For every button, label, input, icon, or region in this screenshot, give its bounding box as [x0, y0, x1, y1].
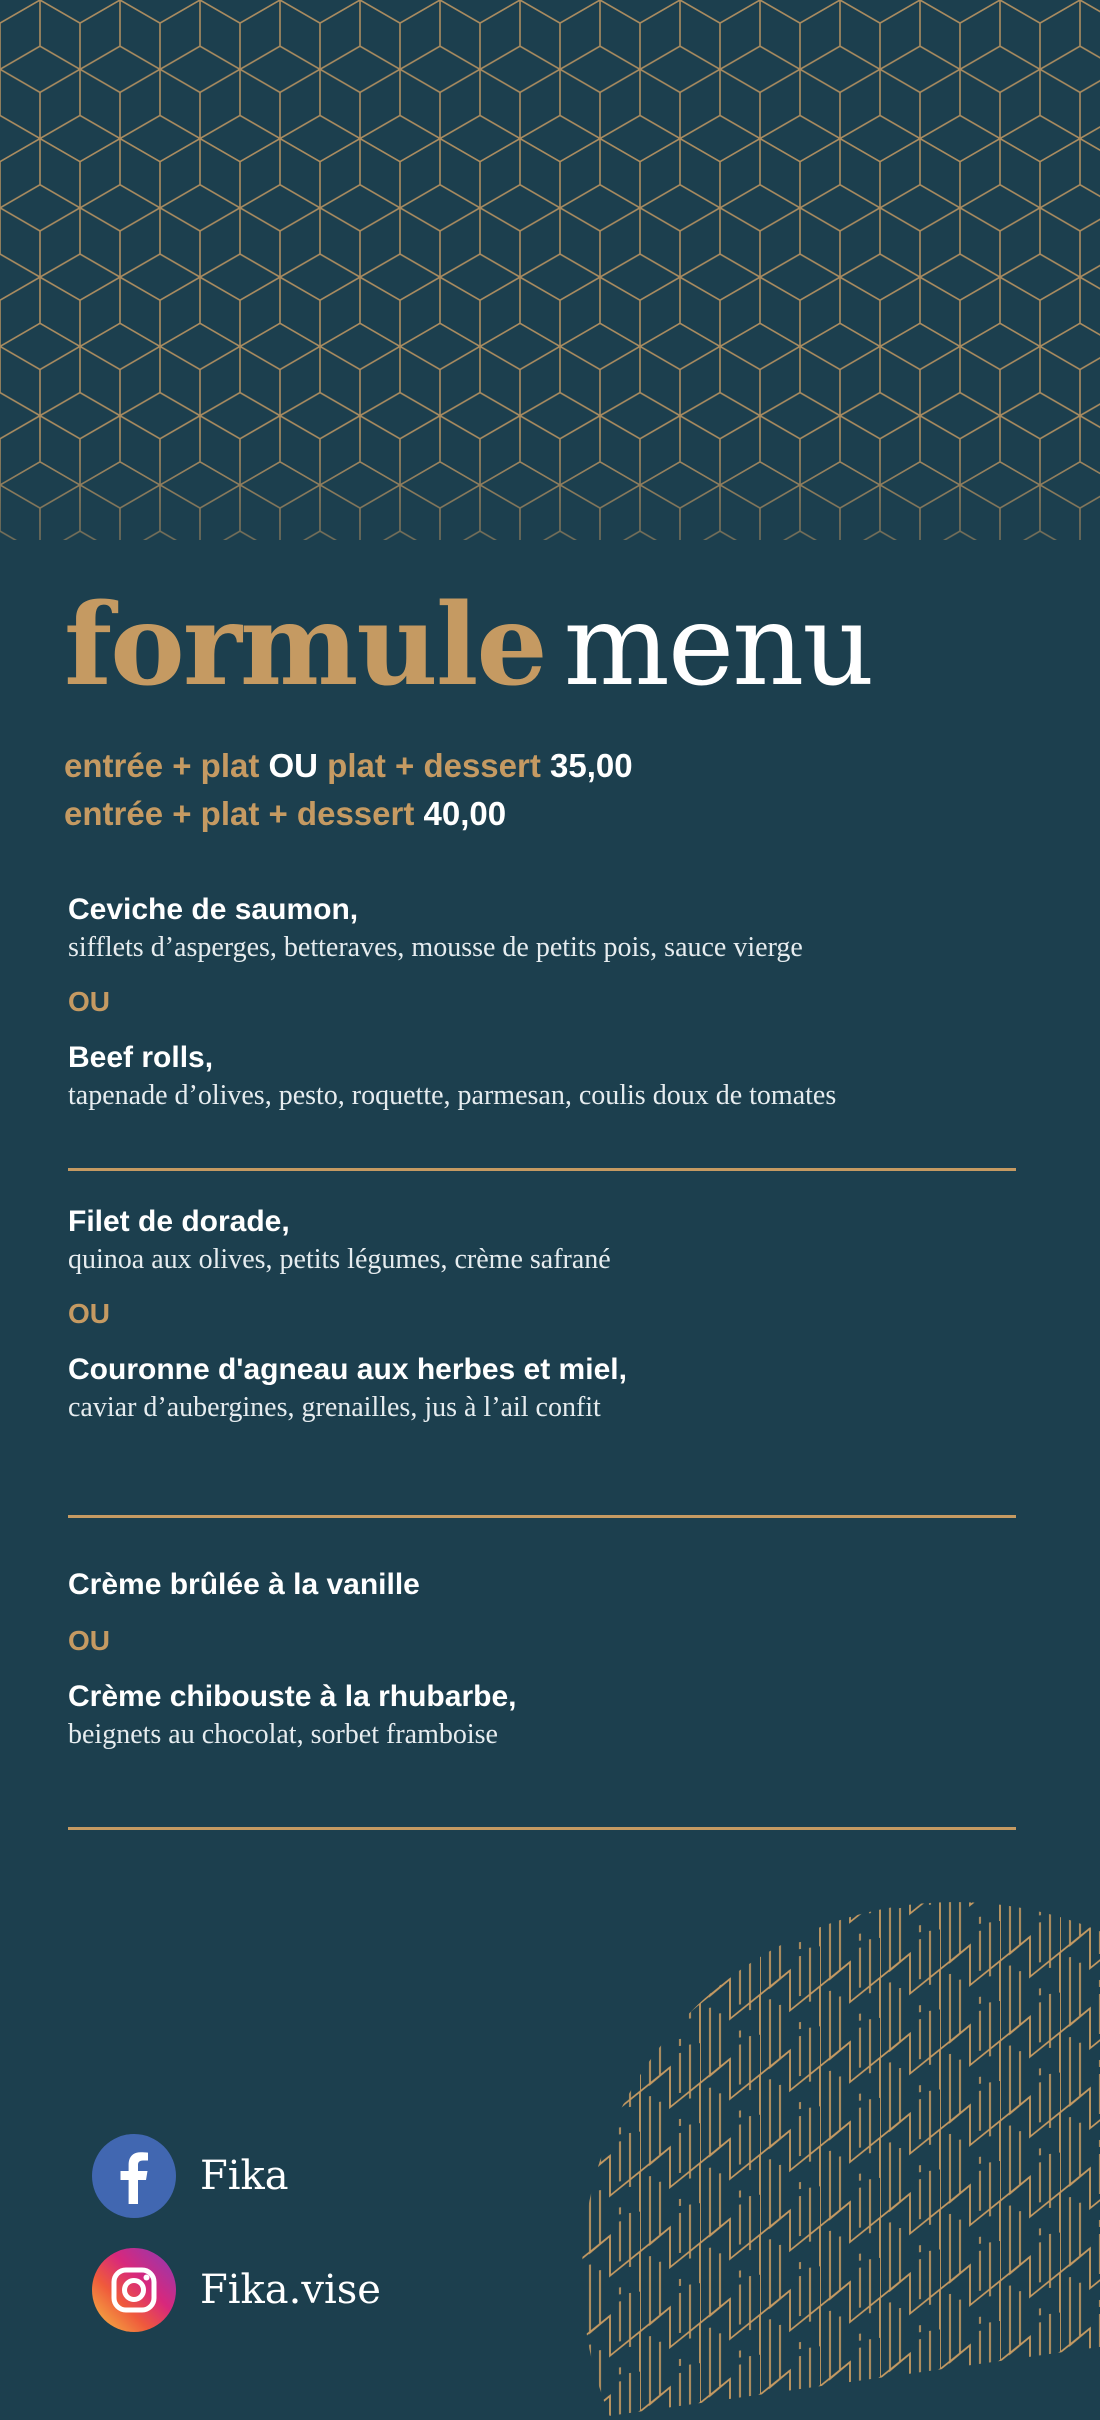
dish-description: tapenade d’olives, pesto, roquette, parmesan, coulis doux de tomates: [68, 1080, 837, 1111]
title-formule: formule: [64, 580, 546, 711]
menu-title: [64, 580, 873, 711]
price-1-part1: entrée + plat: [64, 747, 269, 784]
price-line-1: [64, 742, 633, 790]
dish-description: caviar d’aubergines, grenailles, jus à l’ail confit: [68, 1392, 601, 1423]
dish-name: Crème brûlée à la vanille: [68, 1568, 420, 1601]
facebook-glyph: [92, 2134, 176, 2218]
section-divider: [68, 1168, 1016, 1171]
social-instagram[interactable]: [92, 2248, 381, 2332]
course-desserts: [68, 1565, 1018, 1753]
price-1-part2: plat + dessert: [318, 747, 551, 784]
dish-name: Ceviche de saumon,: [68, 893, 359, 926]
dish-name: Crème chibouste à la rhubarbe,: [68, 1680, 517, 1713]
price-line-2: [64, 790, 633, 838]
title-menu: menu: [563, 581, 873, 711]
or-separator: OU: [68, 1625, 110, 1656]
instagram-glyph: [92, 2248, 176, 2332]
decorative-circle-pattern: [580, 1900, 1100, 2420]
dish-name: Beef rolls,: [68, 1041, 214, 1074]
price-2-amount: 40,00: [423, 795, 507, 832]
dish-description: sifflets d’asperges, betteraves, mousse de petits pois, sauce vierge: [68, 932, 803, 963]
dish-name: Filet de dorade,: [68, 1205, 290, 1238]
course-starters: [68, 890, 1018, 1114]
price-1-or: OU: [268, 747, 318, 784]
section-divider: [68, 1827, 1016, 1830]
or-separator: OU: [68, 1298, 110, 1329]
header-cube-pattern: [0, 0, 1100, 540]
instagram-handle[interactable]: Fika.vise: [200, 2267, 381, 2313]
course-mains: [68, 1202, 1018, 1426]
facebook-handle[interactable]: Fika: [200, 2153, 289, 2199]
price-block: [64, 742, 633, 838]
price-2-part1: entrée + plat + dessert: [64, 795, 424, 832]
instagram-icon[interactable]: [92, 2248, 176, 2332]
dish-name: Couronne d'agneau aux herbes et miel,: [68, 1353, 627, 1386]
section-divider: [68, 1515, 1016, 1518]
price-1-amount: 35,00: [550, 747, 633, 784]
social-facebook[interactable]: [92, 2134, 289, 2218]
dish-description: quinoa aux olives, petits légumes, crème safrané: [68, 1244, 611, 1275]
facebook-icon[interactable]: [92, 2134, 176, 2218]
or-separator: OU: [68, 986, 110, 1017]
dish-description: beignets au chocolat, sorbet framboise: [68, 1719, 498, 1750]
